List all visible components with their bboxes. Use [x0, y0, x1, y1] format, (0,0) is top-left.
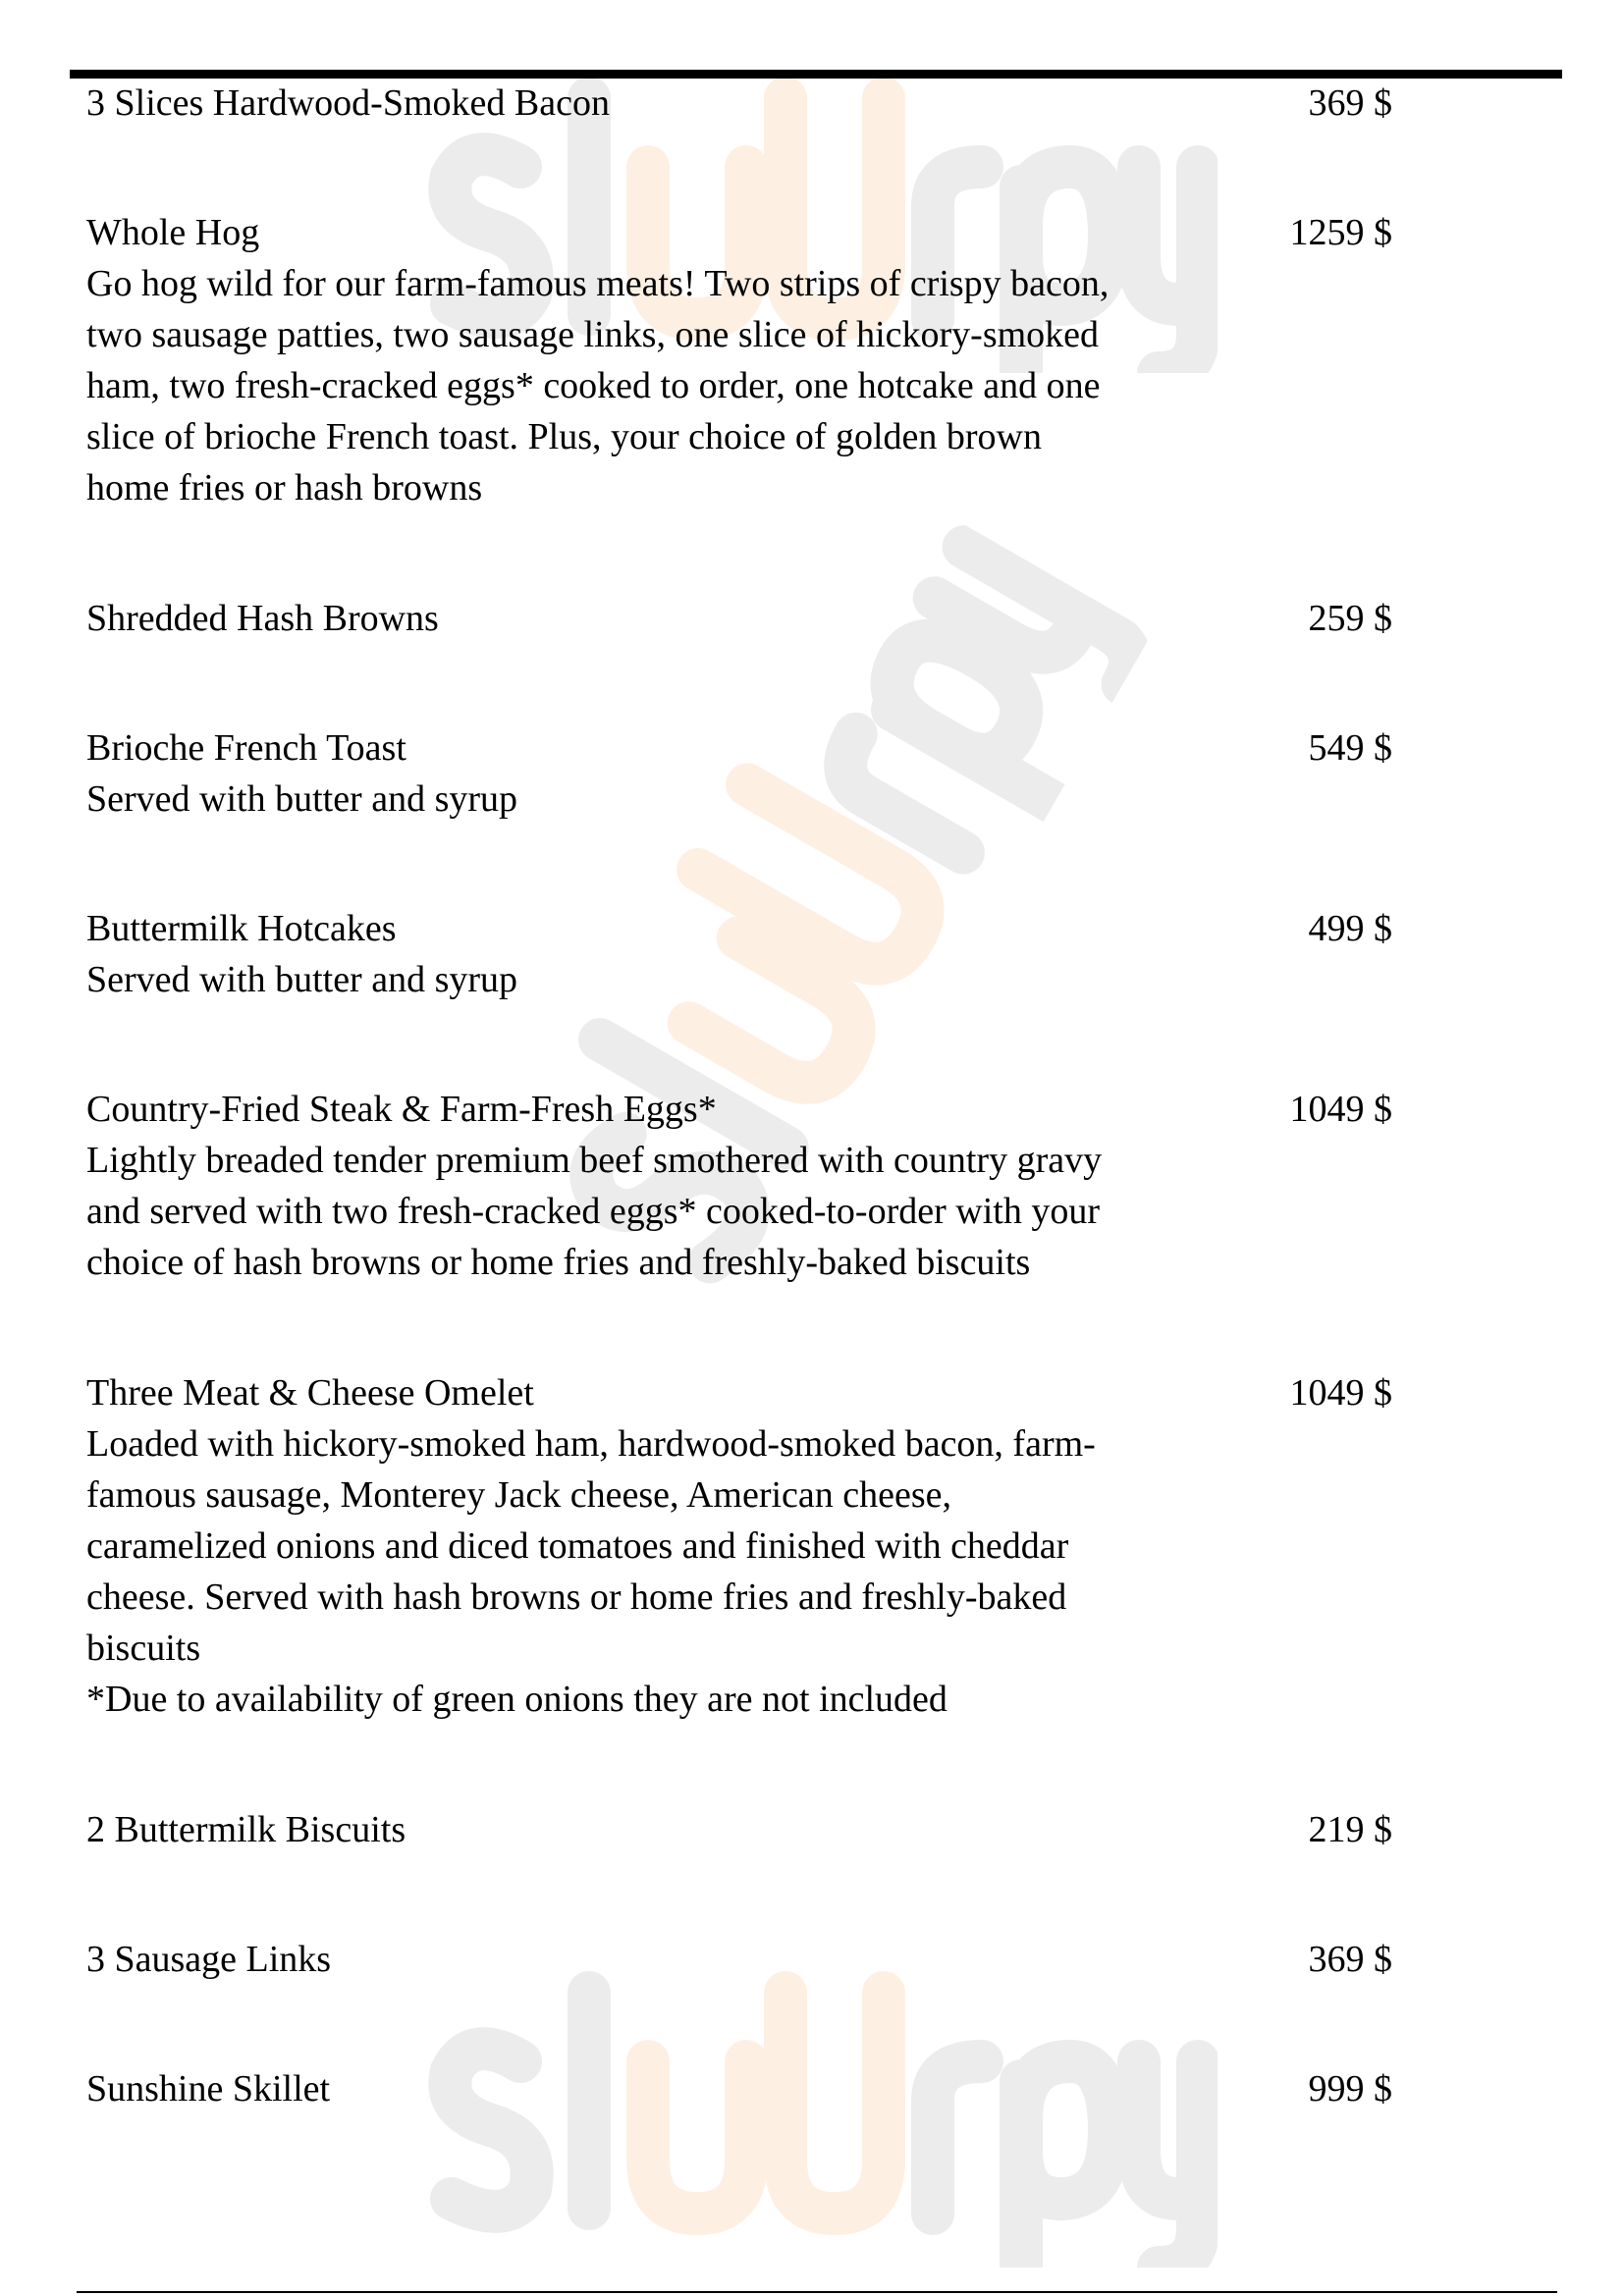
menu-item [86, 1934, 1392, 1985]
item-description-line: two sausage patties, two sausage links, one slice of hickory-smoked [86, 314, 1100, 355]
item-price: 259 $ [1308, 598, 1392, 639]
item-description-line: biscuits [86, 1628, 201, 1669]
item-description-line: home fries or hash browns [86, 467, 483, 508]
menu-item [86, 593, 1392, 644]
item-description-line: famous sausage, Monterey Jack cheese, American cheese, [86, 1474, 952, 1516]
menu-item [86, 1084, 1392, 1288]
item-name: Buttermilk Hotcakes [86, 908, 397, 949]
item-name: Sunshine Skillet [86, 2068, 331, 2109]
item-price: 1259 $ [1289, 212, 1392, 253]
item-name: Shredded Hash Browns [86, 598, 439, 639]
item-price: 1049 $ [1289, 1089, 1392, 1130]
item-description-line: choice of hash browns or home fries and freshly-baked biscuits [86, 1242, 1031, 1283]
menu-item [86, 207, 1392, 513]
item-name: Whole Hog [86, 212, 260, 253]
item-price: 999 $ [1308, 2068, 1392, 2109]
item-description-line: Loaded with hickory-smoked ham, hardwood-smoked bacon, farm- [86, 1423, 1096, 1465]
item-name: 3 Slices Hardwood-Smoked Bacon [86, 82, 610, 124]
item-description-line: ham, two fresh-cracked eggs* cooked to order, one hotcake and one [86, 365, 1101, 406]
bottom-rule [77, 2291, 1557, 2293]
menu-item [86, 1367, 1392, 1725]
menu-item [86, 1804, 1392, 1855]
item-description-line: Go hog wild for our farm-famous meats! Two strips of crispy bacon, [86, 263, 1110, 304]
item-description-line: Served with butter and syrup [86, 959, 518, 1000]
item-name: Three Meat & Cheese Omelet [86, 1372, 534, 1414]
item-name: 3 Sausage Links [86, 1939, 332, 1980]
item-name: 2 Buttermilk Biscuits [86, 1809, 406, 1850]
item-price: 1049 $ [1289, 1372, 1392, 1414]
item-price: 369 $ [1308, 82, 1392, 124]
item-description-line: Served with butter and syrup [86, 778, 518, 820]
item-name: Country-Fried Steak & Farm-Fresh Eggs* [86, 1089, 717, 1130]
item-description-line: and served with two fresh-cracked eggs* cooked-to-order with your [86, 1191, 1100, 1232]
item-description-line: slice of brioche French toast. Plus, your choice of golden brown [86, 416, 1042, 457]
item-price: 499 $ [1308, 908, 1392, 949]
item-description-line: *Due to availability of green onions they are not included [86, 1679, 947, 1720]
item-price: 369 $ [1308, 1939, 1392, 1980]
menu-item [86, 78, 1392, 129]
menu-item [86, 2063, 1392, 2114]
item-description-line: cheese. Served with hash browns or home fries and freshly-baked [86, 1576, 1067, 1618]
item-price: 219 $ [1308, 1809, 1392, 1850]
menu-item [86, 903, 1392, 1005]
item-price: 549 $ [1308, 727, 1392, 769]
item-description-line: Lightly breaded tender premium beef smothered with country gravy [86, 1140, 1103, 1181]
item-description-line: caramelized onions and diced tomatoes and finished with cheddar [86, 1525, 1069, 1567]
menu-item [86, 722, 1392, 825]
item-name: Brioche French Toast [86, 727, 406, 769]
